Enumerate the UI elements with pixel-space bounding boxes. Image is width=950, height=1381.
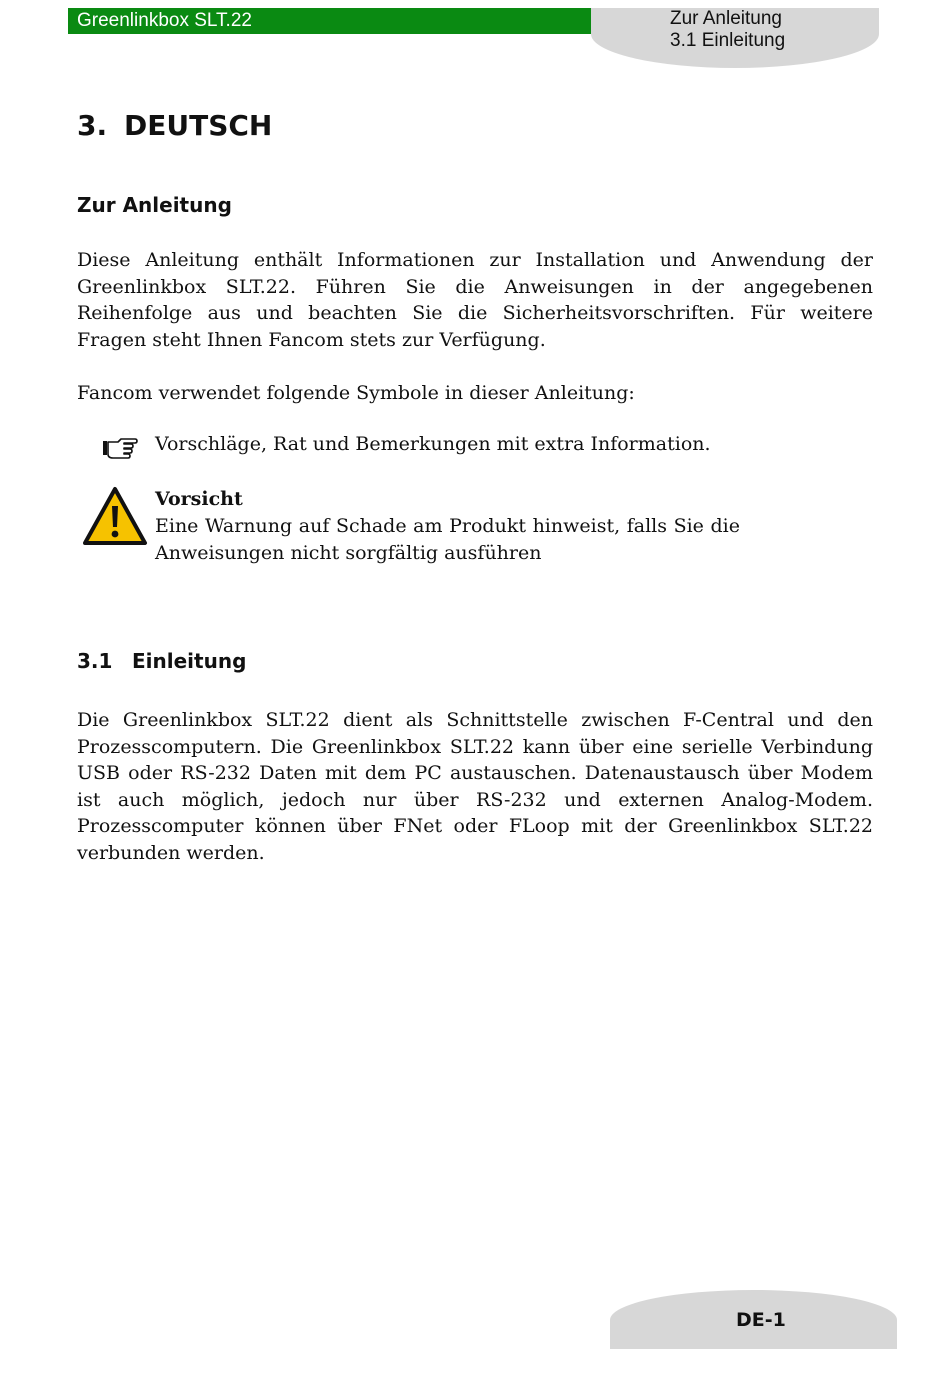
section-heading-manual: Zur Anleitung — [77, 193, 232, 217]
chapter-number: 3. — [77, 109, 108, 142]
manual-intro-paragraph: Diese Anleitung enthält Informationen zur Installation und Anwendung der Greenlinkbox SLT.22. Führen Sie die Anweisungen in der angegebenen Reihenfolge aus und beachten Sie die Sicherheitsvorschriften. Für weitere Fragen steht Ihnen Fancom stets zur Verfügung. — [77, 249, 873, 351]
pointing-hand-icon — [100, 435, 140, 463]
page-number: DE-1 — [736, 1309, 786, 1331]
header-product-bar — [68, 8, 591, 34]
note-symbol-row — [100, 431, 820, 461]
caution-title: Vorsicht — [155, 488, 243, 510]
warning-triangle-icon — [82, 486, 148, 546]
caution-text: Eine Warnung auf Schade am Produkt hinweist, falls Sie die Anweisungen nicht sorgfältig ausführen — [155, 515, 740, 564]
header-nav-tab — [591, 8, 879, 68]
header-nav-section: Zur Anleitung — [670, 8, 782, 29]
header-nav-subsection: 3.1 Einleitung — [670, 30, 786, 51]
chapter-title-text: DEUTSCH — [124, 109, 273, 142]
intro-paragraph: Die Greenlinkbox SLT.22 dient als Schnittstelle zwischen F-Central und den Prozesscomputern. Die Greenlinkbox SLT.22 kann über eine serielle Verbindung USB oder RS-232 Daten mit dem PC austauschen. Datenaustausch über Modem ist auch möglich, jedoch nur über RS-232 und externen Analog-Modem. Prozesscomputer können über FNet oder FLoop mit der Greenlinkbox SLT.22 verbunden werden. — [77, 709, 873, 864]
header-product-name: Greenlinkbox SLT.22 — [77, 10, 252, 31]
section-number: 3.1 — [77, 649, 113, 673]
symbols-intro-paragraph: Fancom verwendet folgende Symbole in dieser Anleitung: — [77, 382, 635, 404]
section-heading-intro — [77, 648, 246, 674]
footer-page-tab — [610, 1290, 897, 1349]
note-symbol-text: Vorschläge, Rat und Bemerkungen mit extra Information. — [155, 433, 711, 455]
section-heading-text: Einleitung — [132, 649, 247, 673]
chapter-title — [77, 106, 272, 146]
